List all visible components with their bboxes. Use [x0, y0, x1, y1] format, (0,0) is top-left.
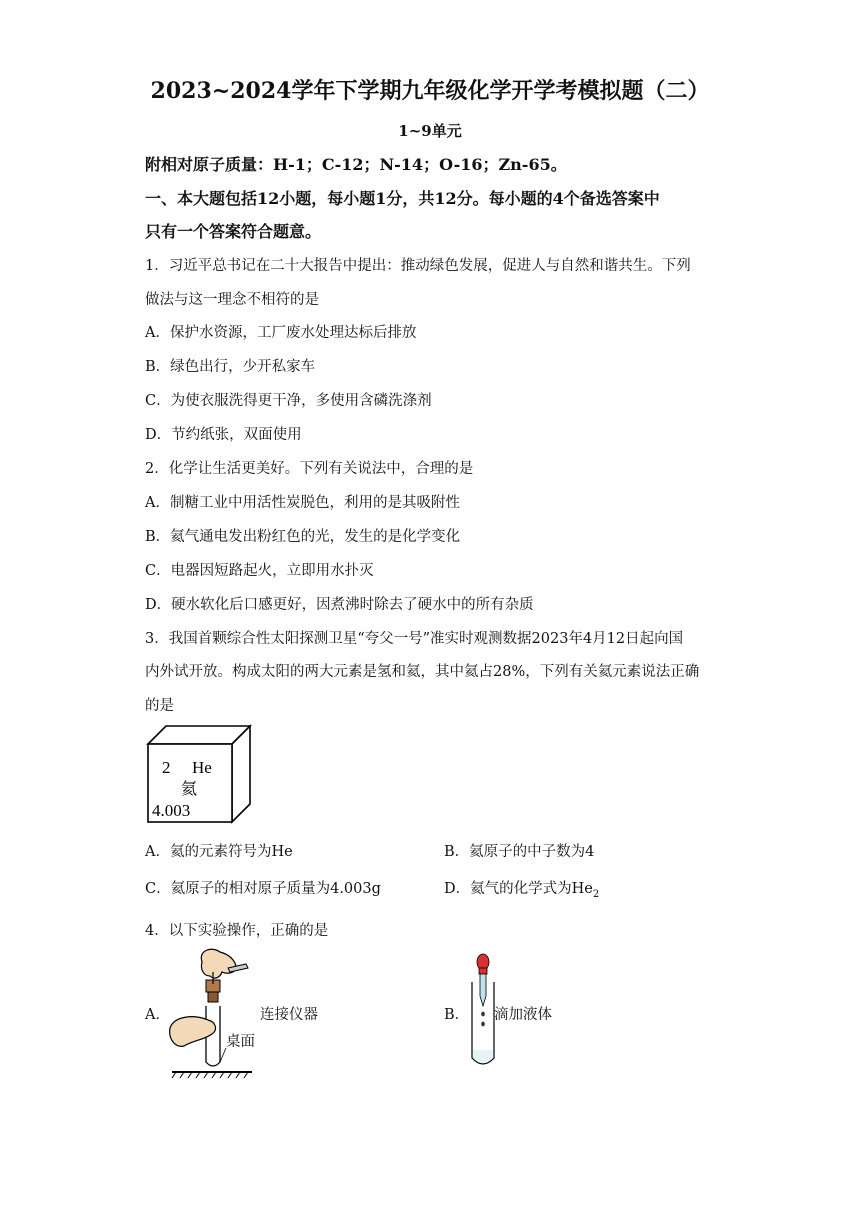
q1-stem-line1: 1．习近平总书记在二十大报告中提出：推动绿色发展，促进人与自然和谐共生。下列 — [145, 258, 691, 274]
q3-option-a: A．氦的元素符号为He — [145, 844, 293, 860]
section-heading-line2: 只有一个答案符合题意。 — [145, 222, 322, 241]
element-number: 2 — [162, 758, 171, 777]
element-mass: 4.003 — [152, 801, 191, 820]
q2-option-b: B．氦气通电发出粉红色的光，发生的是化学变化 — [145, 529, 461, 545]
q1-option-a: A．保护水资源，工厂废水处理达标后排放 — [145, 325, 417, 341]
element-name: 氦 — [181, 779, 198, 798]
q4-option-b-caption: 滴加液体 — [494, 1007, 552, 1023]
q3-stem-line3: 的是 — [145, 698, 174, 714]
q1-option-d: D．节约纸张，双面使用 — [145, 427, 302, 443]
connect-apparatus-figure — [164, 944, 260, 1080]
q3-stem-line2: 内外试开放。构成太阳的两大元素是氢和氦，其中氦占28%，下列有关氦元素说法正确 — [145, 664, 700, 680]
q3-option-d — [444, 877, 599, 900]
q1-option-c: C．为使衣服洗得更干净，多使用含磷洗涤剂 — [145, 393, 432, 409]
q3-option-b: B．氦原子的中子数为4 — [444, 844, 595, 860]
q2-stem: 2．化学让生活更美好。下列有关说法中，合理的是 — [145, 461, 474, 477]
q3-option-d-subscript: 2 — [592, 888, 600, 900]
q3-option-c: C．氦原子的相对原子质量为4.003g — [145, 881, 381, 897]
helium-element-card — [146, 722, 252, 824]
q2-option-d: D．硬水软化后口感更好，因煮沸时除去了硬水中的所有杂质 — [145, 597, 534, 613]
page-title: 2023~2024学年下学期九年级化学开学考模拟题（二） — [150, 78, 710, 104]
table-label: 桌面 — [226, 1034, 255, 1050]
q3-stem-line1: 3．我国首颗综合性太阳探测卫星“夸父一号”准实时观测数据2023年4月12日起向国 — [145, 631, 684, 647]
q3-option-d-text: D．氦气的化学式为He — [444, 881, 593, 897]
q1-stem-line2: 做法与这一理念不相符的是 — [145, 292, 319, 308]
section-heading-line1: 一、本大题包括12小题，每小题1分，共12分。每小题的4个备选答案中 — [145, 189, 660, 208]
q4-option-a-caption: 连接仪器 — [260, 1007, 318, 1023]
atomic-mass-note: 附相对原子质量：H-1；C-12；N-14；O-16；Zn-65。 — [145, 155, 567, 174]
page-subtitle: 1~9单元 — [398, 122, 462, 140]
q4-stem: 4．以下实验操作，正确的是 — [145, 923, 329, 939]
q4-option-b-label: B． — [444, 1007, 470, 1023]
element-symbol: He — [192, 758, 212, 777]
q4-option-a-label: A． — [145, 1007, 170, 1023]
q2-option-c: C．电器因短路起火，立即用水扑灭 — [145, 563, 374, 579]
q1-option-b: B．绿色出行，少开私家车 — [145, 359, 316, 375]
q2-option-a: A．制糖工业中用活性炭脱色，利用的是其吸附性 — [145, 495, 460, 511]
